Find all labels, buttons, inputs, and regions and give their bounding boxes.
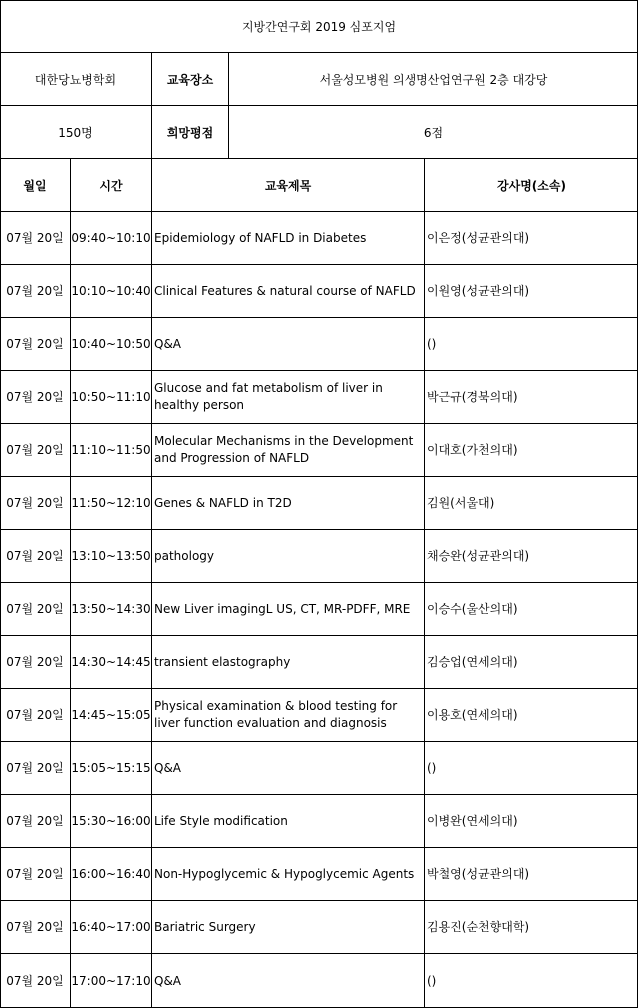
session-title-text: New Liver imagingL US, CT, MR-PDFF, MRE <box>154 601 411 616</box>
session-date <box>0 265 70 317</box>
table-row <box>0 530 638 583</box>
session-speaker <box>425 424 638 476</box>
session-speaker <box>425 954 638 1008</box>
organizer-cell <box>0 53 151 105</box>
table-row <box>0 424 638 477</box>
table-row <box>0 265 638 318</box>
table-row <box>0 371 638 424</box>
session-title-text: Physical examination & blood testing for liver function evaluation and diagnosis <box>154 699 398 730</box>
session-date-text: 07월 20일 <box>6 495 64 510</box>
col-header-time-text: 시간 <box>99 178 123 193</box>
info-row-capacity <box>0 106 638 159</box>
session-date <box>0 689 70 741</box>
session-time <box>71 901 151 953</box>
session-date-text: 07월 20일 <box>6 654 64 669</box>
session-date <box>0 742 70 794</box>
score-label-text: 희망평점 <box>166 125 214 140</box>
session-date-text: 07월 20일 <box>6 442 64 457</box>
session-speaker-text: 박철영(성균관의대) <box>427 866 530 881</box>
session-time-text: 16:00~16:40 <box>71 866 151 881</box>
session-time <box>71 318 151 370</box>
session-time <box>71 265 151 317</box>
session-title <box>152 212 424 264</box>
session-speaker <box>425 636 638 688</box>
session-speaker <box>425 689 638 741</box>
session-time-text: 10:10~10:40 <box>71 283 151 298</box>
session-title-text: Bariatric Surgery <box>154 919 256 934</box>
table-row <box>0 742 638 795</box>
session-date <box>0 212 70 264</box>
session-time <box>71 795 151 847</box>
session-speaker-text: 김용진(순천향대학) <box>427 919 530 934</box>
session-speaker <box>425 212 638 264</box>
session-time <box>71 742 151 794</box>
table-row <box>0 954 638 1008</box>
session-date <box>0 477 70 529</box>
session-title-text: Life Style modification <box>154 813 288 828</box>
session-speaker-text: 이대호(가천의대) <box>427 442 518 457</box>
session-time-text: 17:00~17:10 <box>71 973 151 988</box>
session-speaker <box>425 583 638 635</box>
session-date <box>0 901 70 953</box>
session-date-text: 07월 20일 <box>6 707 64 722</box>
session-title <box>152 318 424 370</box>
table-row <box>0 901 638 954</box>
session-title-text: Glucose and fat metabolism of liver in healthy person <box>154 381 383 412</box>
session-time-text: 14:45~15:05 <box>71 707 151 722</box>
session-title <box>152 477 424 529</box>
session-title-text: Epidemiology of NAFLD in Diabetes <box>154 230 367 245</box>
session-date-text: 07월 20일 <box>6 813 64 828</box>
session-title <box>152 954 424 1008</box>
table-row <box>0 795 638 848</box>
session-time <box>71 636 151 688</box>
session-time <box>71 477 151 529</box>
session-date <box>0 583 70 635</box>
score-value <box>229 106 638 158</box>
venue-value <box>229 53 638 105</box>
session-time-text: 15:05~15:15 <box>71 760 151 775</box>
session-time-text: 13:10~13:50 <box>71 548 151 563</box>
session-speaker-text: () <box>427 336 437 351</box>
session-title <box>152 901 424 953</box>
col-header-title <box>152 159 424 211</box>
column-header-row <box>0 159 638 212</box>
session-speaker <box>425 265 638 317</box>
session-title-text: Non-Hypoglycemic & Hypoglycemic Agents <box>154 866 415 881</box>
session-time <box>71 212 151 264</box>
col-header-speaker <box>425 159 638 211</box>
session-title-text: Genes & NAFLD in T2D <box>154 495 292 510</box>
capacity-text: 150명 <box>58 125 93 140</box>
session-title-text: Q&A <box>154 973 182 988</box>
session-date <box>0 424 70 476</box>
col-header-title-text: 교육제목 <box>264 178 312 193</box>
session-speaker <box>425 848 638 900</box>
venue-label <box>152 53 228 105</box>
session-speaker-text: 이원영(성균관의대) <box>427 283 530 298</box>
session-speaker-text: 이승수(울산의대) <box>427 601 518 616</box>
session-time-text: 13:50~14:30 <box>71 601 151 616</box>
session-time <box>71 424 151 476</box>
session-date-text: 07월 20일 <box>6 230 64 245</box>
score-value-text: 6점 <box>423 125 444 140</box>
session-speaker-text: 이은정(성균관의대) <box>427 230 530 245</box>
session-date-text: 07월 20일 <box>6 336 64 351</box>
session-speaker-text: 박근규(경북의대) <box>427 389 518 404</box>
session-title <box>152 530 424 582</box>
session-speaker <box>425 318 638 370</box>
session-date-text: 07월 20일 <box>6 283 64 298</box>
session-date-text: 07월 20일 <box>6 601 64 616</box>
organizer-text: 대한당뇨병학회 <box>34 72 117 87</box>
session-speaker-text: () <box>427 760 437 775</box>
table-row <box>0 212 638 265</box>
session-title <box>152 636 424 688</box>
page-title-text: 지방간연구회 2019 심포지엄 <box>241 19 397 34</box>
capacity-cell <box>0 106 151 158</box>
session-time <box>71 954 151 1008</box>
session-title <box>152 848 424 900</box>
session-date <box>0 371 70 423</box>
table-row <box>0 689 638 742</box>
col-header-date-text: 월일 <box>23 178 47 193</box>
session-title-text: Molecular Mechanisms in the Development and Progression of NAFLD <box>154 434 414 465</box>
session-date-text: 07월 20일 <box>6 866 64 881</box>
table-row <box>0 477 638 530</box>
session-title-text: Clinical Features & natural course of NAFLD <box>154 283 416 298</box>
session-title <box>152 424 424 476</box>
session-time-text: 16:40~17:00 <box>71 919 151 934</box>
session-time-text: 11:50~12:10 <box>71 495 151 510</box>
session-date <box>0 954 70 1008</box>
session-speaker-text: 이용호(연세의대) <box>427 707 518 722</box>
table-row <box>0 848 638 901</box>
session-speaker <box>425 901 638 953</box>
session-speaker <box>425 371 638 423</box>
session-date <box>0 795 70 847</box>
session-time-text: 11:10~11:50 <box>71 442 151 457</box>
session-speaker-text: 김원(서울대) <box>427 495 495 510</box>
session-time-text: 09:40~10:10 <box>71 230 151 245</box>
session-speaker-text: 이병완(연세의대) <box>427 813 518 828</box>
session-time <box>71 530 151 582</box>
session-title-text: Q&A <box>154 336 182 351</box>
session-date <box>0 318 70 370</box>
session-date-text: 07월 20일 <box>6 389 64 404</box>
session-title <box>152 583 424 635</box>
venue-label-text: 교육장소 <box>166 72 214 87</box>
session-date-text: 07월 20일 <box>6 919 64 934</box>
col-header-speaker-text: 강사명(소속) <box>497 178 566 193</box>
session-speaker <box>425 530 638 582</box>
table-row <box>0 583 638 636</box>
session-time-text: 10:40~10:50 <box>71 336 151 351</box>
session-title <box>152 742 424 794</box>
session-title <box>152 265 424 317</box>
session-speaker-text: 김승업(연세의대) <box>427 654 518 669</box>
session-speaker <box>425 742 638 794</box>
session-title <box>152 689 424 741</box>
col-header-date <box>0 159 70 211</box>
col-header-time <box>71 159 151 211</box>
page-title <box>0 0 638 52</box>
session-time-text: 15:30~16:00 <box>71 813 151 828</box>
score-label <box>152 106 228 158</box>
session-date <box>0 848 70 900</box>
title-row <box>0 0 638 53</box>
session-time-text: 10:50~11:10 <box>71 389 151 404</box>
session-time <box>71 371 151 423</box>
table-row <box>0 318 638 371</box>
session-time <box>71 583 151 635</box>
session-date-text: 07월 20일 <box>6 760 64 775</box>
session-speaker-text: 채승완(성균관의대) <box>427 548 530 563</box>
session-speaker <box>425 795 638 847</box>
session-title-text: Q&A <box>154 760 182 775</box>
session-time-text: 14:30~14:45 <box>71 654 151 669</box>
session-speaker <box>425 477 638 529</box>
session-date <box>0 530 70 582</box>
session-title <box>152 795 424 847</box>
session-time <box>71 689 151 741</box>
session-time <box>71 848 151 900</box>
session-date-text: 07월 20일 <box>6 548 64 563</box>
session-title-text: pathology <box>154 548 215 563</box>
session-title-text: transient elastography <box>154 654 291 669</box>
table-row <box>0 636 638 689</box>
session-title <box>152 371 424 423</box>
venue-value-text: 서울성모병원 의생명산업연구원 2층 대강당 <box>319 72 548 87</box>
info-row-venue <box>0 53 638 106</box>
session-speaker-text: () <box>427 973 437 988</box>
session-date <box>0 636 70 688</box>
session-date-text: 07월 20일 <box>6 973 64 988</box>
